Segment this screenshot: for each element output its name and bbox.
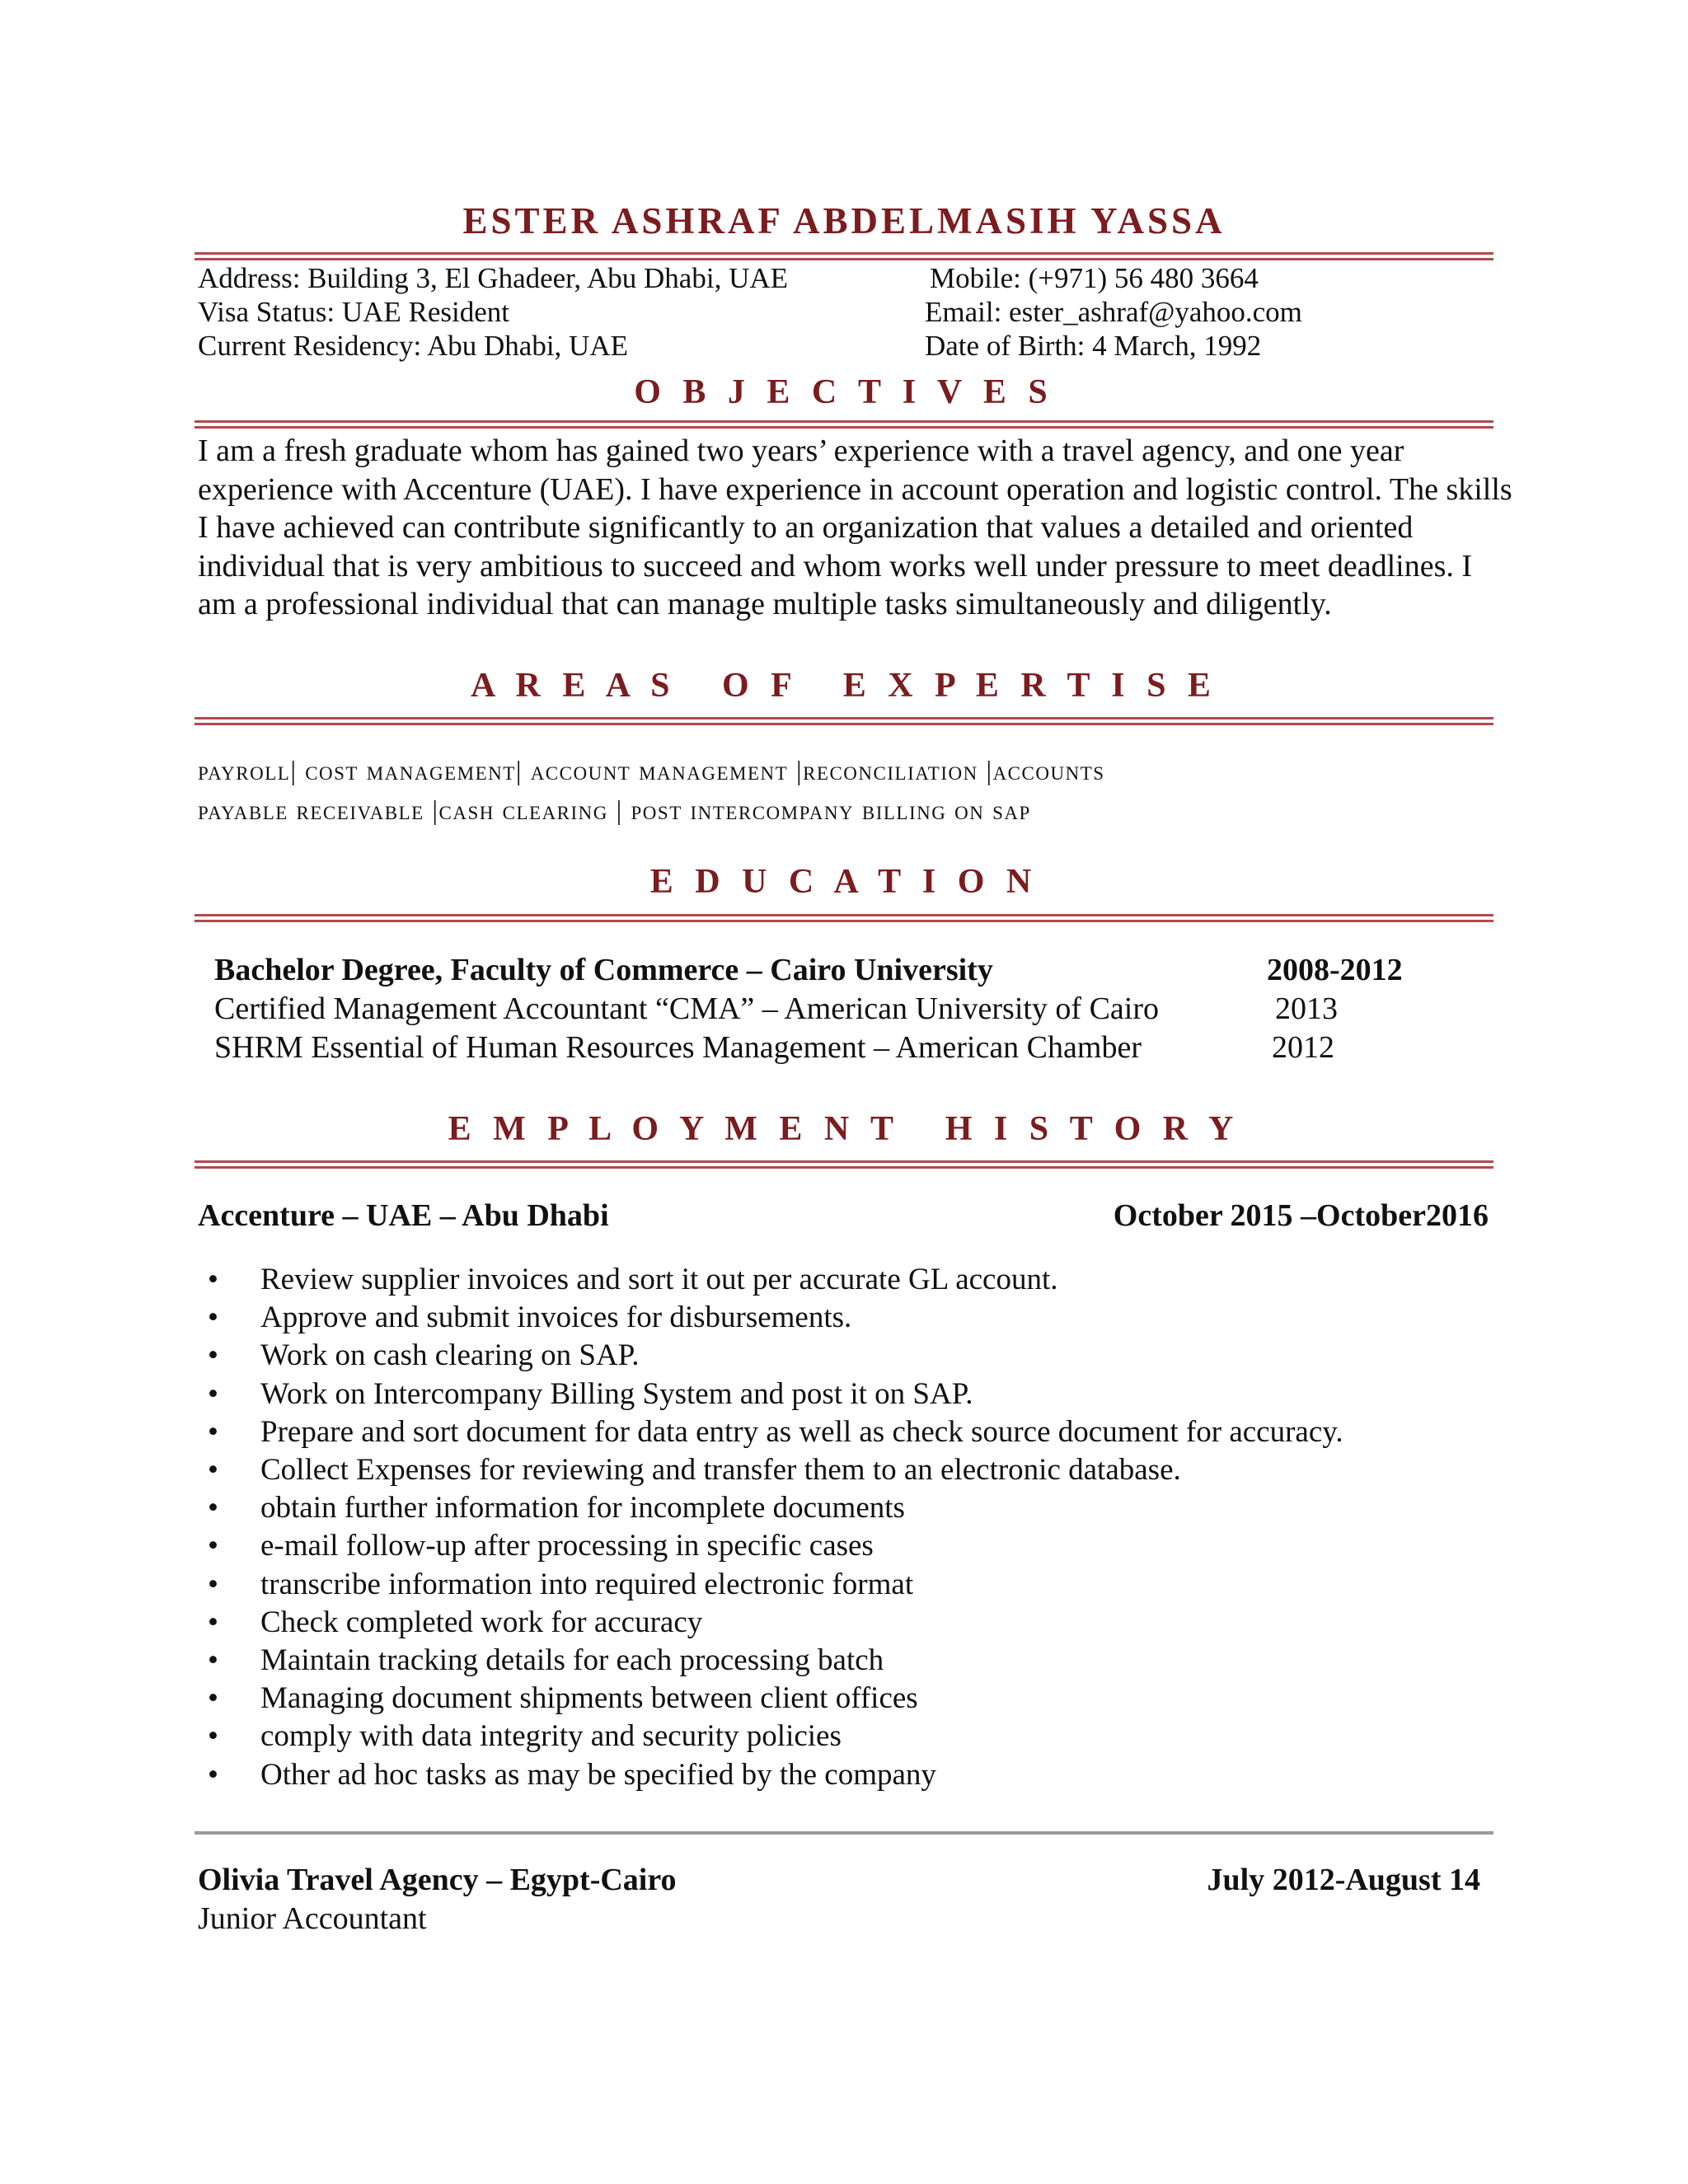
- list-item: [198, 1642, 1517, 1680]
- expertise-line-2: payable receivable |cash clearing | post intercompany billing on sap: [198, 796, 1031, 826]
- education-degree: SHRM Essential of Human Resources Management – American Chamber: [214, 1030, 1142, 1065]
- list-item: [198, 1376, 1517, 1413]
- job-role: Junior Accountant: [198, 1901, 427, 1936]
- expertise-line-1: payroll| cost management| account management |reconciliation |accounts: [198, 757, 1105, 786]
- email-text[interactable]: Email: ester_ashraf@yahoo.com: [925, 296, 1302, 328]
- job-duties-list: [198, 1261, 1517, 1794]
- bullet-icon: •: [208, 1301, 218, 1335]
- duty-text: comply with data integrity and security policies: [260, 1719, 842, 1754]
- duty-text: Managing document shipments between client offices: [260, 1681, 918, 1716]
- duty-text: Work on cash clearing on SAP.: [260, 1338, 640, 1373]
- bullet-icon: •: [208, 1757, 218, 1792]
- job-dates: July 2012-August 14: [1207, 1863, 1480, 1897]
- duty-text: Collect Expenses for reviewing and transfer them to an electronic database.: [260, 1453, 1181, 1488]
- education-rule: [195, 914, 1493, 922]
- mobile-text: Mobile: (+971) 56 480 3664: [930, 262, 1259, 294]
- employment-rule: [195, 1160, 1493, 1169]
- list-item: [198, 1261, 1517, 1299]
- duty-text: Work on Intercompany Billing System and post it on SAP.: [260, 1376, 973, 1411]
- contact-row-3: [198, 329, 1484, 363]
- bullet-icon: •: [208, 1643, 218, 1678]
- list-item: [198, 1527, 1517, 1565]
- education-degree: Certified Management Accountant “CMA” – American University of Cairo: [214, 991, 1160, 1026]
- job-dates: October 2015 –October2016: [1113, 1198, 1489, 1233]
- list-item: [198, 1451, 1517, 1489]
- education-item: [214, 1029, 1418, 1066]
- contact-row-2: [198, 295, 1484, 330]
- visa-status-text: Visa Status: UAE Resident: [198, 296, 510, 328]
- list-item: [198, 1413, 1517, 1451]
- education-year: 2012: [1272, 1030, 1334, 1065]
- expertise-list: [198, 752, 1484, 831]
- education-item: [214, 990, 1418, 1028]
- education-degree: Bachelor Degree, Faculty of Commerce – Cairo University: [214, 953, 993, 987]
- candidate-name: ESTER ASHRAF ABDELMASIH YASSA: [462, 200, 1226, 241]
- duty-text: Prepare and sort document for data entry as well as check source document for accuracy.: [260, 1414, 1343, 1449]
- bullet-icon: •: [208, 1453, 218, 1488]
- objectives-heading: O B J E C T I V E S: [634, 373, 1054, 411]
- bullet-icon: •: [208, 1719, 218, 1754]
- bullet-icon: •: [208, 1414, 218, 1449]
- list-item: [198, 1756, 1517, 1794]
- list-item: [198, 1489, 1517, 1527]
- residency-text: Current Residency: Abu Dhabi, UAE: [198, 330, 628, 362]
- address-text: Address: Building 3, El Ghadeer, Abu Dhabi, UAE: [198, 262, 788, 294]
- duty-text: Review supplier invoices and sort it out per accurate GL account.: [260, 1263, 1058, 1296]
- bullet-icon: •: [208, 1263, 218, 1296]
- bullet-icon: •: [208, 1567, 218, 1601]
- list-item: [198, 1337, 1517, 1375]
- bullet-icon: •: [208, 1491, 218, 1526]
- bullet-icon: •: [208, 1529, 218, 1563]
- list-item: [198, 1299, 1517, 1337]
- bullet-icon: •: [208, 1605, 218, 1639]
- expertise-rule: [195, 717, 1493, 725]
- duty-text: Maintain tracking details for each processing batch: [260, 1643, 884, 1678]
- employment-heading: E M P L O Y M E N T H I S T O R Y: [448, 1110, 1240, 1148]
- education-year: 2008-2012: [1267, 953, 1403, 987]
- bullet-icon: •: [208, 1681, 218, 1716]
- education-item: [214, 951, 1418, 989]
- duty-text: e-mail follow-up after processing in specific cases: [260, 1529, 874, 1563]
- education-year: 2013: [1275, 991, 1338, 1026]
- objectives-rule: [195, 420, 1493, 429]
- bullet-icon: •: [208, 1376, 218, 1411]
- job-company: Olivia Travel Agency – Egypt-Cairo: [198, 1863, 677, 1897]
- bullet-icon: •: [208, 1338, 218, 1373]
- education-heading: E D U C A T I O N: [649, 863, 1039, 901]
- job-company: Accenture – UAE – Abu Dhabi: [198, 1198, 609, 1233]
- job-header-olivia: [198, 1861, 1480, 1899]
- objectives-text: I am a fresh graduate whom has gained two years’ experience with a travel agency, and one year experience with Accenture (UAE). I have experience in account operation and logistic control. The skills I have achieved can contribute significantly to an organization that values a detailed and oriented individual that is very ambitious to succeed and whom works well under pressure to meet deadlines. I am a professional individual that can manage multiple tasks simultaneously and diligently.: [198, 434, 1512, 621]
- duty-text: Check completed work for accuracy: [260, 1605, 703, 1639]
- name-rule: [195, 252, 1493, 260]
- duty-text: Approve and submit invoices for disbursements.: [260, 1301, 852, 1335]
- list-item: [198, 1566, 1517, 1604]
- contact-row-1: [198, 261, 1484, 296]
- list-item: [198, 1604, 1517, 1642]
- list-item: [198, 1718, 1517, 1755]
- duty-text: transcribe information into required electronic format: [260, 1567, 914, 1601]
- list-item: [198, 1680, 1517, 1718]
- job-header-accenture: [198, 1197, 1489, 1235]
- duty-text: obtain further information for incomplete documents: [260, 1491, 905, 1526]
- expertise-heading: A R E A S O F E X P E R T I S E: [471, 667, 1217, 705]
- job-divider: [195, 1831, 1493, 1835]
- duty-text: Other ad hoc tasks as may be specified by the company: [260, 1757, 936, 1792]
- dob-text: Date of Birth: 4 March, 1992: [925, 330, 1262, 362]
